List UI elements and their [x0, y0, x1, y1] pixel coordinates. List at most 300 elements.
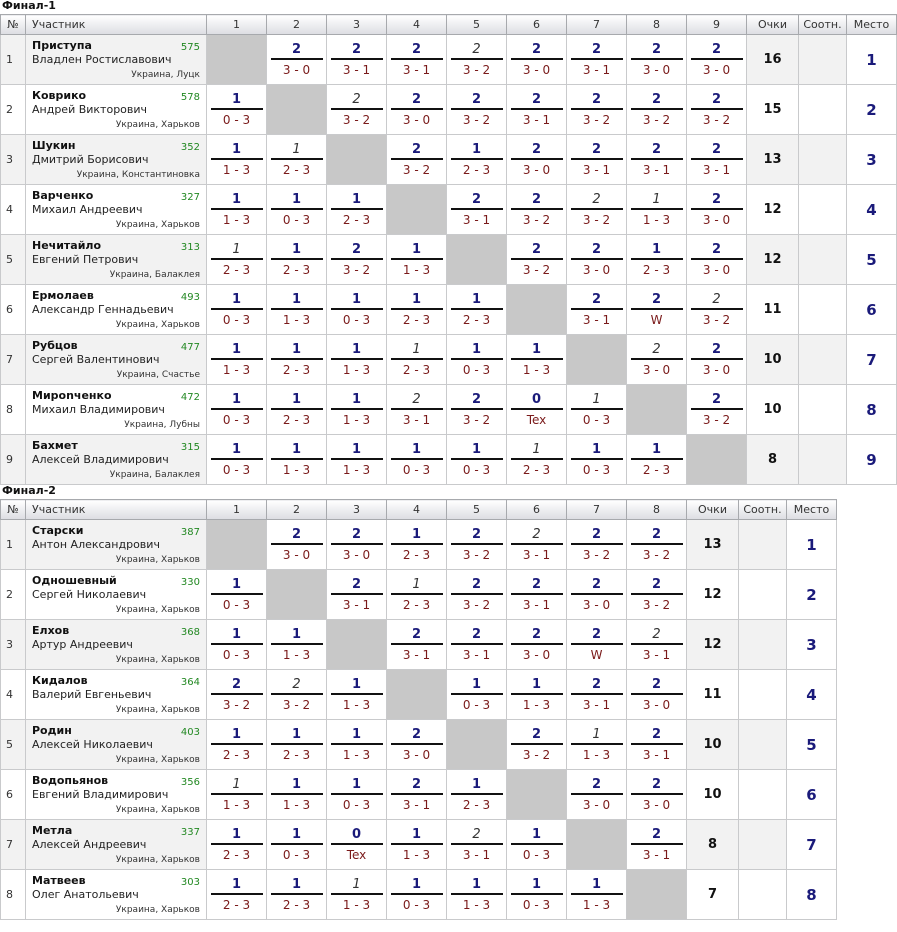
- player-city: Украина, Константиновка: [76, 170, 200, 180]
- match-result-cell[interactable]: [387, 620, 447, 670]
- table-row: [1, 670, 837, 720]
- self-match-cell: [447, 720, 507, 770]
- match-result-cell[interactable]: [567, 35, 627, 85]
- match-score: 1: [211, 192, 263, 210]
- player-surname[interactable]: Приступа: [32, 39, 92, 52]
- match-games: 3 - 1: [462, 212, 491, 227]
- player-cell[interactable]: [26, 285, 207, 335]
- player-rating: 477: [180, 342, 200, 353]
- header-points[interactable]: Очки: [687, 500, 739, 520]
- match-result-cell[interactable]: [447, 135, 507, 185]
- self-match-cell: [267, 570, 327, 620]
- match-result-cell[interactable]: [387, 135, 447, 185]
- header-opponent-col[interactable]: 2: [267, 500, 327, 520]
- match-games: 0 - 3: [462, 462, 491, 477]
- ratio-value: [739, 670, 787, 720]
- match-result-cell[interactable]: [267, 335, 327, 385]
- total-points: 11: [747, 285, 799, 335]
- match-result-cell[interactable]: [687, 35, 747, 85]
- player-name: Александр Геннадьевич: [32, 303, 174, 316]
- match-result-cell[interactable]: [567, 620, 627, 670]
- header-opponent-col[interactable]: 1: [207, 15, 267, 35]
- match-score: 2: [331, 42, 383, 60]
- player-surname[interactable]: Старски: [32, 524, 84, 537]
- match-result-cell[interactable]: [567, 870, 627, 920]
- match-result-cell[interactable]: [267, 235, 327, 285]
- match-score: 1: [331, 677, 383, 695]
- match-result-cell[interactable]: [627, 235, 687, 285]
- player-surname[interactable]: Бахмет: [32, 439, 78, 452]
- final-place-value: 7: [806, 835, 817, 854]
- header-opponent-col[interactable]: 7: [567, 500, 627, 520]
- header-opponent-col[interactable]: 7: [567, 15, 627, 35]
- match-games: 3 - 2: [702, 112, 731, 127]
- header-participant[interactable]: Участник: [26, 500, 207, 520]
- header-opponent-col[interactable]: 3: [327, 500, 387, 520]
- match-games: 3 - 0: [342, 547, 371, 562]
- player-surname[interactable]: Рубцов: [32, 339, 78, 352]
- match-result-cell[interactable]: [267, 820, 327, 870]
- match-result-cell[interactable]: [627, 520, 687, 570]
- ratio-value: [799, 185, 847, 235]
- match-result-cell[interactable]: [387, 520, 447, 570]
- player-cell[interactable]: [26, 185, 207, 235]
- header-ratio[interactable]: Соотн.: [739, 500, 787, 520]
- ratio-value: [799, 235, 847, 285]
- match-games: 0 - 3: [522, 847, 551, 862]
- match-games: 3 - 0: [522, 647, 551, 662]
- match-result-cell[interactable]: [507, 720, 567, 770]
- match-score: 2: [571, 777, 623, 795]
- header-place[interactable]: Место: [787, 500, 837, 520]
- match-result-cell[interactable]: [327, 285, 387, 335]
- match-games: 2 - 3: [402, 597, 431, 612]
- match-result-cell[interactable]: [567, 135, 627, 185]
- player-name: Дмитрий Борисович: [32, 153, 149, 166]
- match-result-cell[interactable]: [627, 335, 687, 385]
- header-opponent-col[interactable]: 5: [447, 500, 507, 520]
- match-score: 1: [511, 442, 563, 460]
- match-score: 2: [391, 627, 443, 645]
- match-score: 2: [511, 192, 563, 210]
- player-cell[interactable]: [26, 85, 207, 135]
- match-result-cell[interactable]: [507, 135, 567, 185]
- player-surname[interactable]: Шукин: [32, 139, 76, 152]
- match-result-cell[interactable]: [207, 235, 267, 285]
- player-name: Андрей Викторович: [32, 103, 148, 116]
- match-result-cell[interactable]: [627, 620, 687, 670]
- player-city: Украина, Счастье: [116, 370, 200, 380]
- player-name: Евгений Петрович: [32, 253, 139, 266]
- header-opponent-col[interactable]: 6: [507, 500, 567, 520]
- match-result-cell[interactable]: [687, 135, 747, 185]
- match-result-cell[interactable]: [327, 670, 387, 720]
- match-games: 0 - 3: [582, 412, 611, 427]
- match-result-cell[interactable]: [567, 385, 627, 435]
- match-result-cell[interactable]: [687, 85, 747, 135]
- match-score: 1: [271, 877, 323, 895]
- match-games: 3 - 1: [642, 162, 671, 177]
- match-result-cell[interactable]: [207, 820, 267, 870]
- player-surname[interactable]: Родин: [32, 724, 72, 737]
- match-result-cell[interactable]: [447, 85, 507, 135]
- ratio-value: [739, 620, 787, 670]
- player-city: Украина, Харьков: [115, 220, 200, 230]
- match-score: 2: [511, 42, 563, 60]
- match-result-cell[interactable]: [387, 285, 447, 335]
- match-result-cell[interactable]: [207, 435, 267, 485]
- match-result-cell[interactable]: [507, 435, 567, 485]
- player-name: Сергей Валентинович: [32, 353, 160, 366]
- match-games: 0 - 3: [222, 462, 251, 477]
- match-score: 2: [511, 242, 563, 260]
- match-result-cell[interactable]: [447, 770, 507, 820]
- match-score: 2: [631, 677, 683, 695]
- match-result-cell[interactable]: [507, 335, 567, 385]
- player-rating: 493: [180, 292, 200, 303]
- player-surname[interactable]: Коврико: [32, 89, 87, 102]
- match-result-cell[interactable]: [267, 720, 327, 770]
- header-points[interactable]: Очки: [747, 15, 799, 35]
- match-result-cell[interactable]: [327, 870, 387, 920]
- player-surname[interactable]: Матвеев: [32, 874, 86, 887]
- match-result-cell[interactable]: [327, 720, 387, 770]
- match-result-cell[interactable]: [207, 135, 267, 185]
- match-result-cell[interactable]: [327, 820, 387, 870]
- match-result-cell[interactable]: [627, 720, 687, 770]
- match-result-cell[interactable]: [387, 85, 447, 135]
- player-cell[interactable]: [26, 770, 207, 820]
- match-result-cell[interactable]: [207, 385, 267, 435]
- match-result-cell[interactable]: [567, 85, 627, 135]
- match-score: 1: [211, 292, 263, 310]
- match-score: 1: [271, 392, 323, 410]
- player-rating: 472: [180, 392, 200, 403]
- player-city: Украина, Харьков: [115, 855, 200, 865]
- match-result-cell[interactable]: [387, 870, 447, 920]
- match-games: 3 - 1: [642, 647, 671, 662]
- match-result-cell[interactable]: [327, 185, 387, 235]
- match-score: 2: [631, 527, 683, 545]
- player-cell[interactable]: [26, 520, 207, 570]
- header-opponent-col[interactable]: 6: [507, 15, 567, 35]
- match-result-cell[interactable]: [267, 185, 327, 235]
- row-number: 3: [1, 620, 26, 670]
- match-games: 3 - 2: [642, 112, 671, 127]
- match-result-cell[interactable]: [267, 520, 327, 570]
- match-result-cell[interactable]: [627, 670, 687, 720]
- match-games: 1 - 3: [282, 462, 311, 477]
- row-number: 9: [1, 435, 26, 485]
- header-ratio[interactable]: Соотн.: [799, 15, 847, 35]
- header-opponent-col[interactable]: 8: [627, 500, 687, 520]
- match-result-cell[interactable]: [447, 620, 507, 670]
- match-result-cell[interactable]: [687, 235, 747, 285]
- match-result-cell[interactable]: [507, 670, 567, 720]
- match-result-cell[interactable]: [447, 285, 507, 335]
- match-score: 2: [391, 392, 443, 410]
- header-opponent-col[interactable]: 2: [267, 15, 327, 35]
- match-games: 2 - 3: [402, 547, 431, 562]
- match-result-cell[interactable]: [207, 285, 267, 335]
- match-result-cell[interactable]: [207, 670, 267, 720]
- match-result-cell[interactable]: [507, 185, 567, 235]
- player-surname[interactable]: Варченко: [32, 189, 94, 202]
- match-games: 3 - 2: [582, 112, 611, 127]
- header-opponent-col[interactable]: 1: [207, 500, 267, 520]
- match-result-cell[interactable]: [327, 385, 387, 435]
- match-result-cell[interactable]: [627, 435, 687, 485]
- match-games: 3 - 1: [462, 647, 491, 662]
- match-result-cell[interactable]: [207, 870, 267, 920]
- match-result-cell[interactable]: [447, 520, 507, 570]
- match-result-cell[interactable]: [387, 335, 447, 385]
- final-place-value: 8: [866, 400, 877, 419]
- final-place-value: 1: [866, 50, 877, 69]
- match-result-cell[interactable]: [627, 770, 687, 820]
- match-result-cell[interactable]: [507, 85, 567, 135]
- match-score: 1: [211, 342, 263, 360]
- match-games: 2 - 3: [462, 162, 491, 177]
- match-games: 0 - 3: [222, 412, 251, 427]
- player-surname[interactable]: Одношевный: [32, 574, 117, 587]
- match-result-cell[interactable]: [327, 35, 387, 85]
- match-result-cell[interactable]: [447, 35, 507, 85]
- match-games: 0 - 3: [222, 312, 251, 327]
- header-place[interactable]: Место: [847, 15, 897, 35]
- header-opponent-col[interactable]: 8: [627, 15, 687, 35]
- player-city: Украина, Харьков: [115, 755, 200, 765]
- final-place-value: 2: [806, 585, 817, 604]
- player-cell[interactable]: [26, 570, 207, 620]
- match-games: 3 - 2: [522, 262, 551, 277]
- match-result-cell[interactable]: [387, 820, 447, 870]
- player-rating: 303: [180, 877, 200, 888]
- match-score: 2: [631, 577, 683, 595]
- table-row: [1, 285, 897, 335]
- match-result-cell[interactable]: [267, 285, 327, 335]
- match-result-cell[interactable]: [387, 720, 447, 770]
- match-result-cell[interactable]: [627, 35, 687, 85]
- player-cell[interactable]: [26, 670, 207, 720]
- match-result-cell[interactable]: [567, 720, 627, 770]
- player-cell[interactable]: [26, 870, 207, 920]
- match-result-cell[interactable]: [627, 135, 687, 185]
- results-table: [0, 499, 837, 920]
- self-match-cell: [567, 335, 627, 385]
- match-result-cell[interactable]: [567, 285, 627, 335]
- total-points: 8: [747, 435, 799, 485]
- match-result-cell[interactable]: [447, 870, 507, 920]
- player-cell[interactable]: [26, 235, 207, 285]
- final-place-value: 4: [806, 685, 817, 704]
- match-score: 2: [571, 627, 623, 645]
- match-result-cell[interactable]: [447, 435, 507, 485]
- match-score: 1: [211, 442, 263, 460]
- match-score: 2: [451, 827, 503, 845]
- match-result-cell[interactable]: [447, 185, 507, 235]
- match-result-cell[interactable]: [567, 185, 627, 235]
- player-city: Украина, Харьков: [115, 555, 200, 565]
- match-result-cell[interactable]: [387, 770, 447, 820]
- player-rating: 327: [180, 192, 200, 203]
- match-result-cell[interactable]: [267, 135, 327, 185]
- match-games: 0 - 3: [342, 312, 371, 327]
- match-result-cell[interactable]: [567, 235, 627, 285]
- match-result-cell[interactable]: [207, 620, 267, 670]
- header-opponent-col[interactable]: 3: [327, 15, 387, 35]
- match-result-cell[interactable]: [447, 570, 507, 620]
- match-score: 1: [331, 442, 383, 460]
- match-result-cell[interactable]: [267, 770, 327, 820]
- match-result-cell[interactable]: [207, 85, 267, 135]
- player-surname[interactable]: Ермолаев: [32, 289, 94, 302]
- match-result-cell[interactable]: [387, 570, 447, 620]
- match-result-cell[interactable]: [267, 870, 327, 920]
- match-result-cell[interactable]: [627, 570, 687, 620]
- match-result-cell[interactable]: [327, 335, 387, 385]
- match-score: 2: [691, 42, 743, 60]
- match-result-cell[interactable]: [627, 820, 687, 870]
- player-cell[interactable]: [26, 435, 207, 485]
- match-score: 2: [631, 292, 683, 310]
- match-result-cell[interactable]: [207, 335, 267, 385]
- match-result-cell[interactable]: [567, 770, 627, 820]
- match-games: W: [650, 312, 663, 327]
- match-games: 3 - 2: [342, 112, 371, 127]
- player-cell[interactable]: [26, 620, 207, 670]
- match-result-cell[interactable]: [267, 670, 327, 720]
- match-score: 1: [631, 192, 683, 210]
- match-result-cell[interactable]: [387, 35, 447, 85]
- match-result-cell[interactable]: [507, 820, 567, 870]
- header-opponent-col[interactable]: 4: [387, 15, 447, 35]
- match-games: 3 - 1: [642, 747, 671, 762]
- match-result-cell[interactable]: [627, 285, 687, 335]
- player-surname[interactable]: Елхов: [32, 624, 70, 637]
- final-place-value: 3: [806, 635, 817, 654]
- match-result-cell[interactable]: [267, 385, 327, 435]
- match-result-cell[interactable]: [507, 235, 567, 285]
- match-result-cell[interactable]: [207, 185, 267, 235]
- match-result-cell[interactable]: [387, 235, 447, 285]
- match-result-cell[interactable]: [327, 520, 387, 570]
- player-cell[interactable]: [26, 35, 207, 85]
- match-result-cell[interactable]: [507, 870, 567, 920]
- match-result-cell[interactable]: [327, 435, 387, 485]
- player-surname[interactable]: Водопьянов: [32, 774, 109, 787]
- header-opponent-col[interactable]: 4: [387, 500, 447, 520]
- match-result-cell[interactable]: [507, 570, 567, 620]
- player-surname[interactable]: Метла: [32, 824, 73, 837]
- player-surname[interactable]: Нечитайло: [32, 239, 102, 252]
- match-score: 2: [571, 192, 623, 210]
- ratio-value: [739, 870, 787, 920]
- player-name: Валерий Евгеньевич: [32, 688, 152, 701]
- match-score: 1: [571, 877, 623, 895]
- match-result-cell[interactable]: [327, 570, 387, 620]
- match-result-cell[interactable]: [567, 435, 627, 485]
- match-result-cell[interactable]: [687, 335, 747, 385]
- match-result-cell[interactable]: [447, 385, 507, 435]
- match-result-cell[interactable]: [327, 235, 387, 285]
- match-result-cell[interactable]: [207, 570, 267, 620]
- match-result-cell[interactable]: [687, 385, 747, 435]
- match-score: 2: [571, 42, 623, 60]
- match-score: 1: [451, 342, 503, 360]
- player-surname[interactable]: Мирonченко: [32, 389, 112, 402]
- player-name: Владлен Ростиславович: [32, 53, 172, 66]
- match-games: 0 - 3: [522, 897, 551, 912]
- match-result-cell[interactable]: [567, 520, 627, 570]
- match-result-cell[interactable]: [627, 185, 687, 235]
- match-result-cell[interactable]: [447, 335, 507, 385]
- match-games: 1 - 3: [282, 312, 311, 327]
- match-score: 1: [211, 242, 263, 260]
- match-score: 2: [631, 142, 683, 160]
- match-result-cell[interactable]: [507, 520, 567, 570]
- match-result-cell[interactable]: [267, 35, 327, 85]
- match-result-cell[interactable]: [207, 770, 267, 820]
- match-result-cell[interactable]: [687, 285, 747, 335]
- header-opponent-col[interactable]: 9: [687, 15, 747, 35]
- match-games: 3 - 0: [282, 547, 311, 562]
- match-score: 1: [391, 527, 443, 545]
- table-row: [1, 435, 897, 485]
- match-result-cell[interactable]: [267, 435, 327, 485]
- match-result-cell[interactable]: [207, 720, 267, 770]
- match-score: 2: [631, 827, 683, 845]
- match-result-cell[interactable]: [387, 385, 447, 435]
- match-score: 2: [631, 42, 683, 60]
- match-result-cell[interactable]: [627, 85, 687, 135]
- header-opponent-col[interactable]: 5: [447, 15, 507, 35]
- match-result-cell[interactable]: [327, 770, 387, 820]
- player-cell[interactable]: [26, 720, 207, 770]
- player-surname[interactable]: Кидалов: [32, 674, 88, 687]
- match-score: 1: [271, 727, 323, 745]
- match-games: 3 - 2: [702, 312, 731, 327]
- player-rating: 313: [180, 242, 200, 253]
- header-num: №: [1, 15, 26, 35]
- match-result-cell[interactable]: [447, 820, 507, 870]
- player-rating: 387: [180, 527, 200, 538]
- match-games: 1 - 3: [522, 697, 551, 712]
- match-result-cell[interactable]: [567, 670, 627, 720]
- header-participant[interactable]: Участник: [26, 15, 207, 35]
- match-result-cell[interactable]: [687, 185, 747, 235]
- match-games: 1 - 3: [642, 212, 671, 227]
- match-result-cell[interactable]: [507, 35, 567, 85]
- player-cell[interactable]: [26, 135, 207, 185]
- match-result-cell[interactable]: [567, 570, 627, 620]
- player-name: Сергей Николаевич: [32, 588, 147, 601]
- table-row: [1, 870, 837, 920]
- self-match-cell: [387, 185, 447, 235]
- match-result-cell[interactable]: [507, 620, 567, 670]
- ratio-value: [799, 35, 847, 85]
- match-result-cell[interactable]: [447, 670, 507, 720]
- final-place-value: 3: [866, 150, 877, 169]
- match-score: 1: [571, 392, 623, 410]
- player-cell[interactable]: [26, 820, 207, 870]
- player-cell[interactable]: [26, 385, 207, 435]
- match-result-cell[interactable]: [327, 85, 387, 135]
- match-result-cell[interactable]: [387, 435, 447, 485]
- match-result-cell[interactable]: [267, 620, 327, 670]
- player-cell[interactable]: [26, 335, 207, 385]
- match-result-cell[interactable]: [507, 385, 567, 435]
